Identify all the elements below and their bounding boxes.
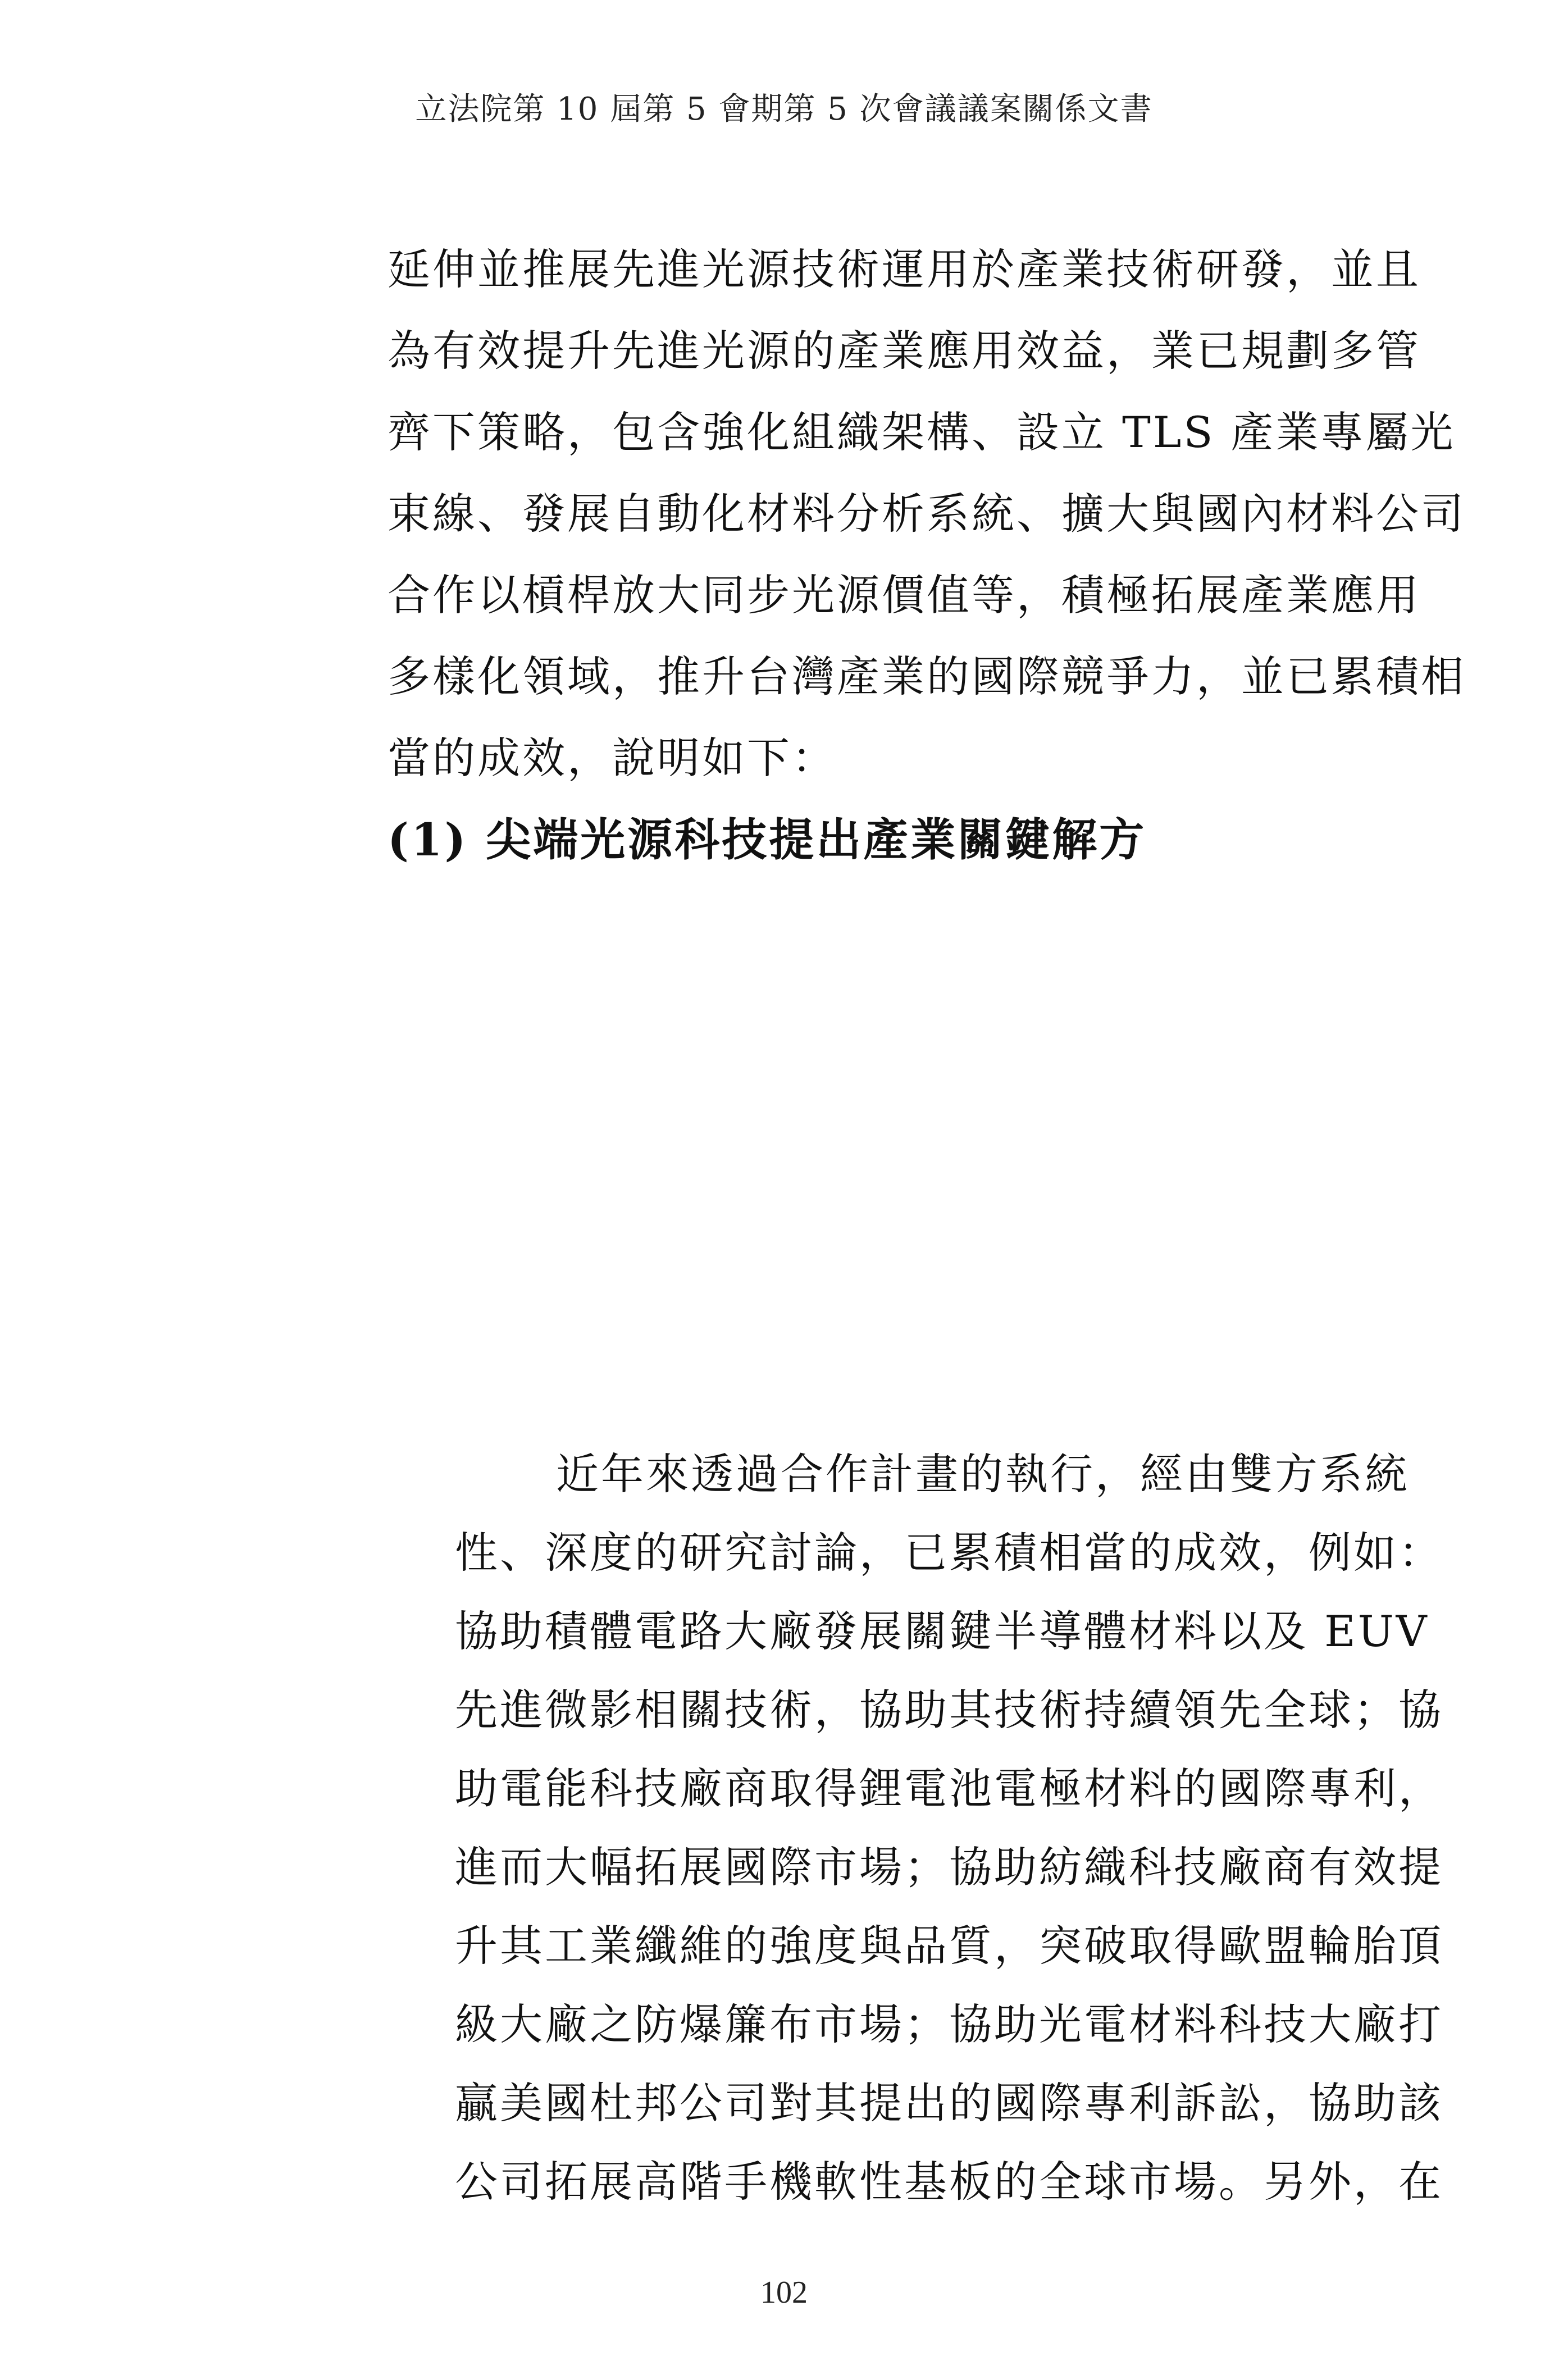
paragraph-3-line-5: 助電能科技廠商取得鋰電池電極材料的國際專利， (455, 1764, 1443, 1813)
paragraph-1-line-5: 合作以槓桿放大同步光源價值等，積極拓展產業應用 (388, 570, 1421, 620)
document-header: 立法院第 10 屆第 5 會期第 5 次會議議案關係文書 (415, 91, 1153, 127)
paragraph-1-line-6: 多樣化領域，推升台灣產業的國際競爭力，並已累積相 (388, 651, 1466, 701)
section-heading: (1) 尖端光源科技提出產業關鍵解方 (388, 813, 1147, 866)
page-number: 102 (760, 2275, 808, 2310)
paragraph-1-line-4: 束線、發展自動化材料分析系統、擴大與國內材料公司 (388, 489, 1466, 539)
paragraph-1-line-2: 為有效提升先進光源的產業應用效益，業已規劃多管 (388, 326, 1421, 376)
paragraph-3-line-6: 進而大幅拓展國際市場；協助紡織科技廠商有效提 (455, 1842, 1443, 1892)
paragraph-3-line-4: 先進微影相關技術，協助其技術持續領先全球；協 (455, 1685, 1443, 1735)
paragraph-1-line-3: 齊下策略，包含強化組織架構、設立 TLS 產業專屬光 (388, 407, 1456, 457)
paragraph-3-line-1: 近年來透過合作計畫的執行，經由雙方系統 (556, 1449, 1410, 1499)
paragraph-3-line-8: 級大廠之防爆簾布市場；協助光電材料科技大廠打 (455, 1999, 1443, 2049)
paragraph-3-line-3: 協助積體電路大廠發展關鍵半導體材料以及 EUV (455, 1606, 1429, 1656)
paragraph-3-line-2: 性、深度的研究討論，已累積相當的成效，例如： (455, 1528, 1443, 1578)
paragraph-3-line-7: 升其工業纖維的強度與品質，突破取得歐盟輪胎頂 (455, 1921, 1443, 1971)
paragraph-1-line-7: 當的成效，說明如下： (388, 733, 837, 783)
paragraph-3-line-9: 贏美國杜邦公司對其提出的國際專利訴訟，協助該 (455, 2078, 1443, 2128)
paragraph-1-line-1: 延伸並推展先進光源技術運用於產業技術研發，並且 (388, 244, 1421, 294)
paragraph-3-line-10: 公司拓展高階手機軟性基板的全球市場。另外，在 (455, 2157, 1443, 2207)
